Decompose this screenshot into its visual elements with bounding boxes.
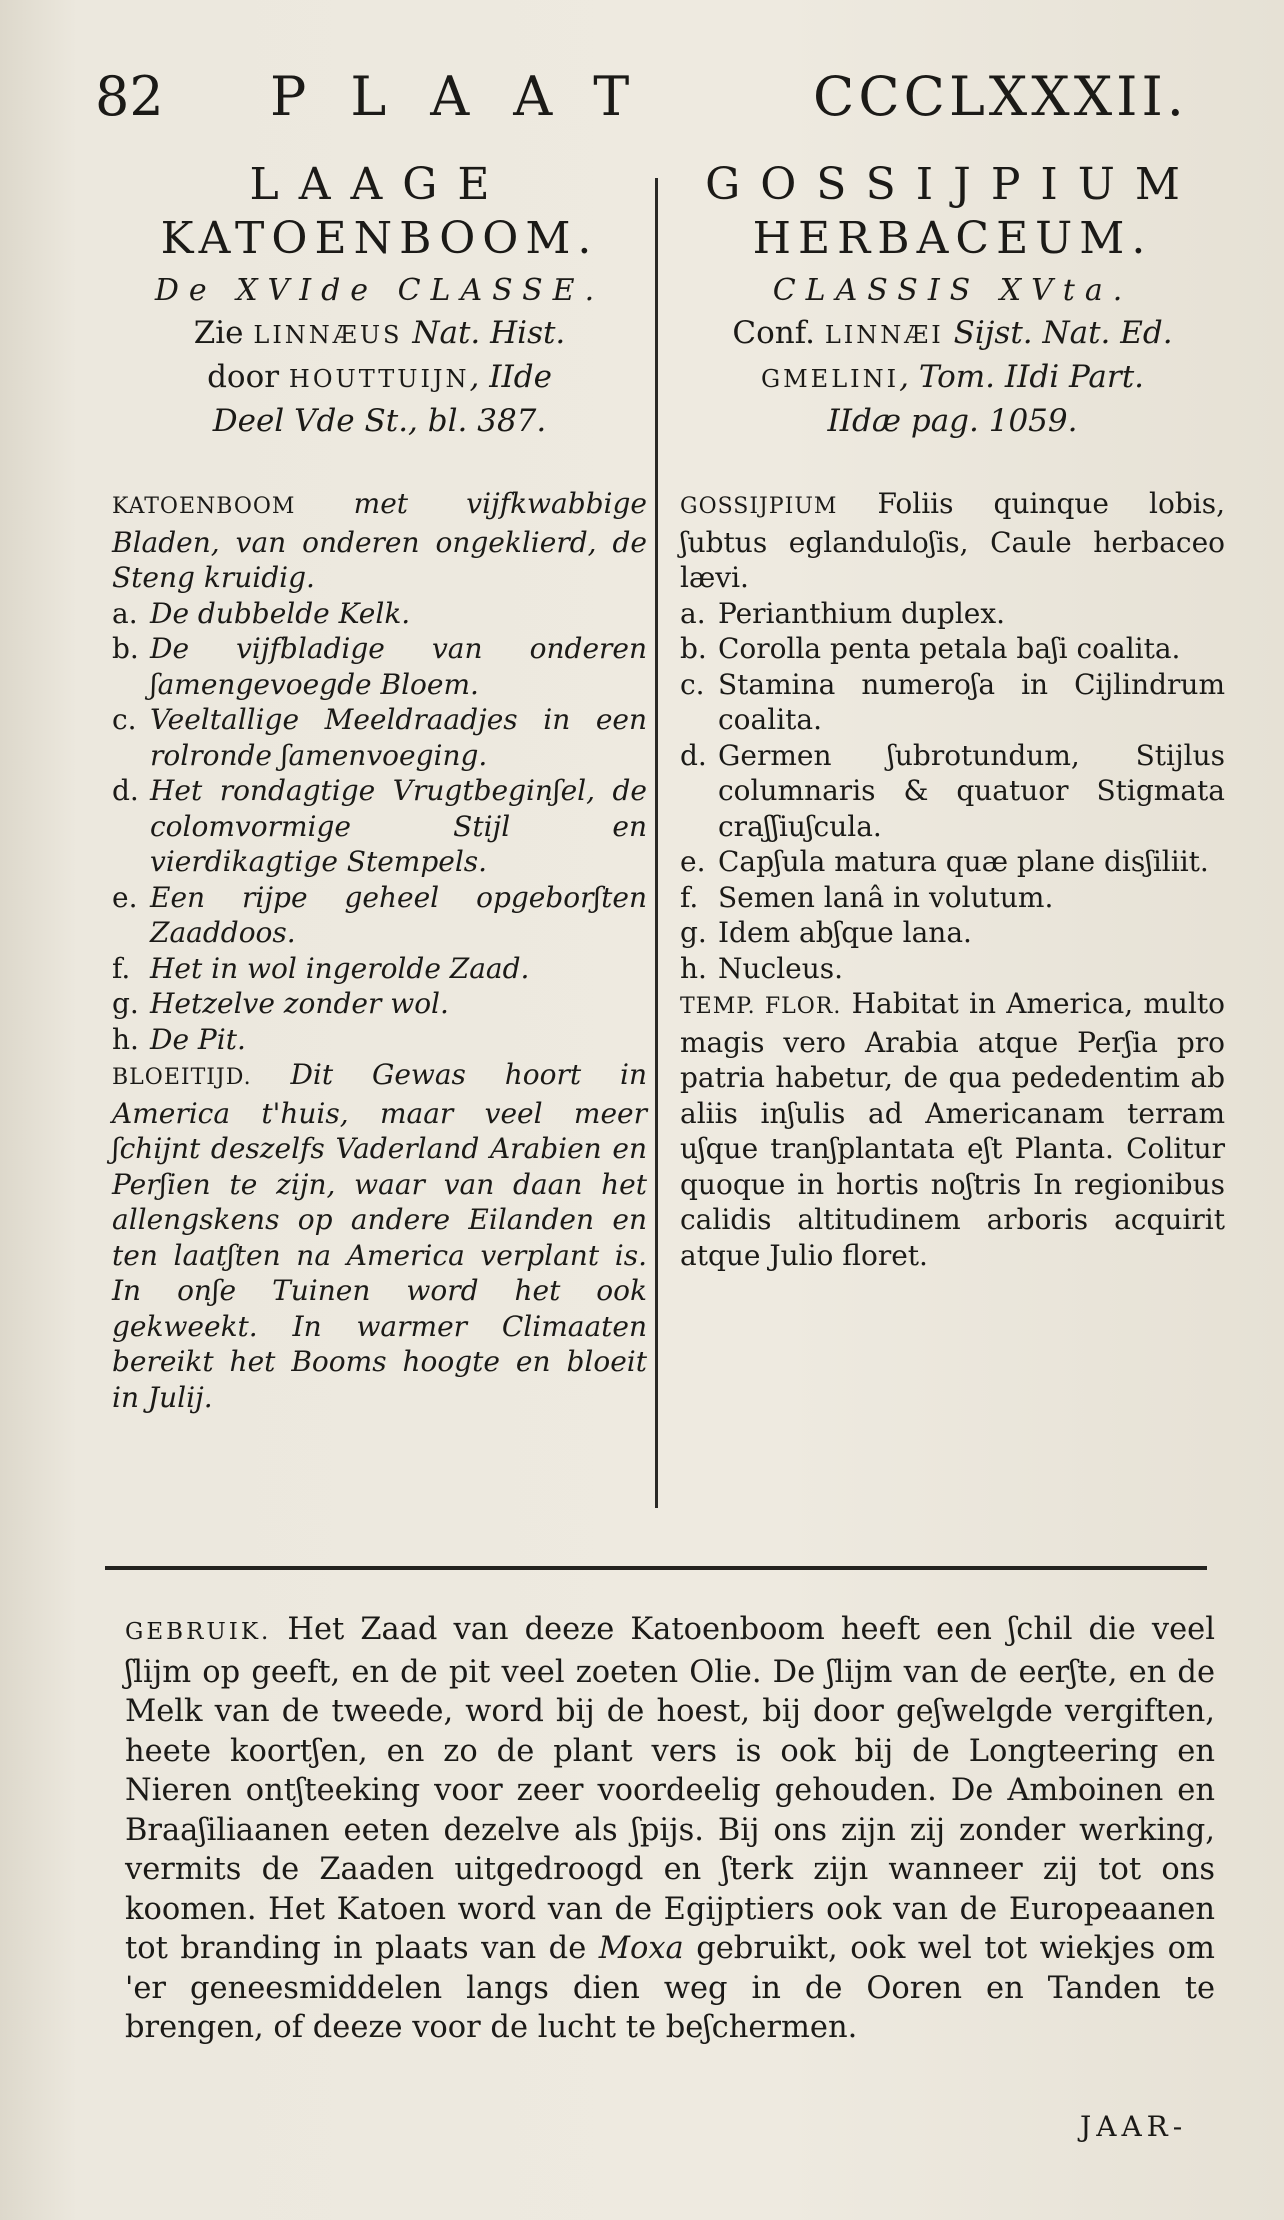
ref-page: IIdæ pag. 1059. <box>827 403 1078 439</box>
item-letter: d. <box>680 738 707 772</box>
dutch-column <box>112 158 647 1414</box>
ref-volume: , Tom. IIdi Part. <box>899 359 1145 395</box>
item-text: Germen ʃubrotundum, Stijlus columnaris & quatuor Stigmata craʃʃiuʃcula. <box>718 738 1225 843</box>
list-item <box>112 702 647 773</box>
latin-title-line2: HERBACEUM. <box>752 213 1153 264</box>
dutch-intro <box>112 486 647 596</box>
catchword: JAAR- <box>1080 2110 1188 2143</box>
section-divider <box>105 1566 1207 1570</box>
item-letter: d. <box>112 774 139 807</box>
ref-page: Deel Vde St., bl. 387. <box>212 403 547 439</box>
column-divider <box>655 178 658 1508</box>
ref-author: GMELINI <box>760 365 900 393</box>
list-item <box>112 986 647 1022</box>
item-letter: f. <box>112 951 131 985</box>
ref-author: HOUTTUIJN <box>288 365 470 393</box>
ref-text: Zie <box>193 315 244 351</box>
item-letter: c. <box>112 703 137 736</box>
ref-volume: , IIde <box>469 359 552 395</box>
list-item <box>680 631 1225 667</box>
list-item <box>112 773 647 880</box>
usage-text-end: gebruikt, ook wel tot wiekjes om 'er geneesmiddelen langs dien weg in de Ooren en Tanden te brengen, of deeze voor de lucht te beʃchermen. <box>125 1931 1215 2045</box>
latin-intro <box>680 486 1225 596</box>
list-item <box>680 738 1225 845</box>
item-text: Nucleus. <box>718 951 844 985</box>
item-letter: c. <box>680 667 705 701</box>
latin-title-line1: GOSSIJPIUM <box>705 159 1200 210</box>
usage-paragraph <box>125 1610 1215 2048</box>
ref-author: LINNÆI <box>824 321 944 349</box>
ref-text: door <box>207 359 280 395</box>
dutch-title-line2: KATOENBOOM. <box>160 213 599 264</box>
list-item <box>112 1022 647 1058</box>
item-letter: e. <box>112 880 138 914</box>
flowering-lead: BLOEITIJD. <box>112 1065 252 1090</box>
dutch-classe: De XVIde CLASSE. <box>154 273 605 308</box>
list-item <box>680 844 1225 880</box>
usage-moxa: Moxa <box>598 1931 684 1966</box>
plate-number: CCCLXXXII. <box>813 65 1188 128</box>
item-text: Idem abʃque lana. <box>718 916 972 949</box>
item-text: Hetzelve zonder wol. <box>150 987 449 1020</box>
usage-lead: GEBRUIK. <box>125 1619 272 1645</box>
intro-lead: GOSSIJPIUM <box>680 494 838 519</box>
item-letter: a. <box>680 596 706 630</box>
latin-entries <box>680 486 1225 1273</box>
dutch-entries <box>112 486 647 1415</box>
item-text: Het rondagtige Vrugtbeginʃel, de colomvormige Stijl en vierdikagtige Stempels. <box>150 774 647 878</box>
dutch-header <box>112 158 647 442</box>
item-text: De vijfbladige van onderen ʃamengevoegde Bloem. <box>150 632 647 701</box>
ref-text: Conf. <box>732 315 815 351</box>
list-item <box>680 951 1225 987</box>
latin-reference-line3 <box>680 400 1225 442</box>
list-item <box>112 596 647 632</box>
item-letter: h. <box>680 951 707 985</box>
list-item <box>112 880 647 951</box>
dutch-reference-line2 <box>112 356 647 400</box>
item-text: Een rijpe geheel opgeborʃten Zaaddoos. <box>150 880 647 949</box>
flowering-text: Habitat in America, multo magis vero Arabia atque Perʃia pro patria habetur, de qua pededentim ab aliis inʃulis ad Americanam terram uʃque tranʃplantata eʃt Planta. Colitur quoque in hortis noʃtris In regionibus calidis altitudinem arboris acquirit atque Julio floret. <box>680 987 1226 1272</box>
dutch-reference-line3 <box>112 400 647 442</box>
item-text: Stamina numeroʃa in Cijlindrum coalita. <box>718 667 1225 736</box>
latin-column <box>680 158 1226 1272</box>
intro-lead: KATOENBOOM <box>112 494 296 519</box>
item-text: Corolla penta petala baʃi coalita. <box>718 632 1181 665</box>
list-item <box>112 951 647 987</box>
item-letter: h. <box>112 1022 139 1056</box>
ref-work: Sijst. Nat. Ed. <box>953 315 1173 351</box>
page-number: 82 <box>95 65 164 128</box>
usage-text: Het Zaad van deeze Katoenboom heeft een ʃchil die veel ʃlijm op geeft, en de pit veel zoeten Olie. De ʃlijm van de eerʃte, en de Melk van de tweede, word bij de hoest, bij door geʃwelgde vergiften, heete koortʃen, en zo de plant vers is ook bij de Longteering en Nieren ontʃteeking voor zeer voordeelig gehouden. De Amboinen en Braaʃiliaanen eeten dezelve als ʃpijs. Bij ons zijn zij zonder werking, vermits de Zaaden uitgedroogd en ʃterk zijn wanneer zij tot ons koomen. Het Katoen word van de Egijptiers ook van de Europeaanen tot branding in plaats van de <box>125 1612 1215 1966</box>
list-item <box>680 880 1225 916</box>
latin-reference-line2 <box>680 356 1225 400</box>
list-item <box>680 667 1225 738</box>
item-text: Perianthium duplex. <box>718 596 1006 630</box>
latin-reference-line1 <box>680 312 1225 356</box>
item-text: Capʃula matura quæ plane disʃiliit. <box>718 845 1209 878</box>
item-letter: g. <box>112 987 139 1020</box>
dutch-flowering <box>112 1057 647 1415</box>
item-text: Semen lanâ in volutum. <box>718 880 1054 914</box>
item-text: De Pit. <box>150 1022 246 1056</box>
item-text: Veeltallige Meeldraadjes in een rolronde ʃamenvoeging. <box>150 703 647 772</box>
latin-header <box>680 158 1225 442</box>
intro-text: Foliis quinque lobis, ʃubtus eglanduloʃis, Caule herbaceo lævi. <box>680 487 1225 594</box>
item-letter: b. <box>680 632 707 665</box>
item-letter: b. <box>112 632 139 665</box>
list-item <box>112 631 647 702</box>
latin-classis: CLASSIS XVta. <box>772 273 1133 308</box>
plaat-heading: PLAAT <box>270 65 674 128</box>
item-letter: g. <box>680 916 707 949</box>
flowering-text: Dit Gewas hoort in America t'huis, maar veel meer ʃchijnt deszelfs Vaderland Arabien en Perʃien te zijn, waar van daan het allengskens op andere Eilanden en ten laatʃten na America verplant is. In onʃe Tuinen word het ook gekweekt. In warmer Climaaten bereikt het Booms hoogte en bloeit in Julij. <box>112 1058 647 1414</box>
dutch-title-line1: LAAGE <box>249 159 510 210</box>
item-letter: e. <box>680 845 706 878</box>
item-letter: f. <box>680 880 699 914</box>
item-text: De dubbelde Kelk. <box>150 596 411 630</box>
item-text: Het in wol ingerolde Zaad. <box>150 951 530 985</box>
list-item <box>680 915 1225 951</box>
latin-flowering <box>680 986 1225 1273</box>
item-letter: a. <box>112 596 138 630</box>
list-item <box>680 596 1225 632</box>
ref-author: LINNÆUS <box>253 321 403 349</box>
intro-text: met vijfkwabbige Bladen, van onderen ongeklierd, de Steng kruidig. <box>112 487 647 594</box>
dutch-reference-line1 <box>112 312 647 356</box>
flowering-lead: TEMP. FLOR. <box>680 994 842 1019</box>
running-head <box>95 62 1215 132</box>
ref-work: Nat. Hist. <box>412 315 566 351</box>
